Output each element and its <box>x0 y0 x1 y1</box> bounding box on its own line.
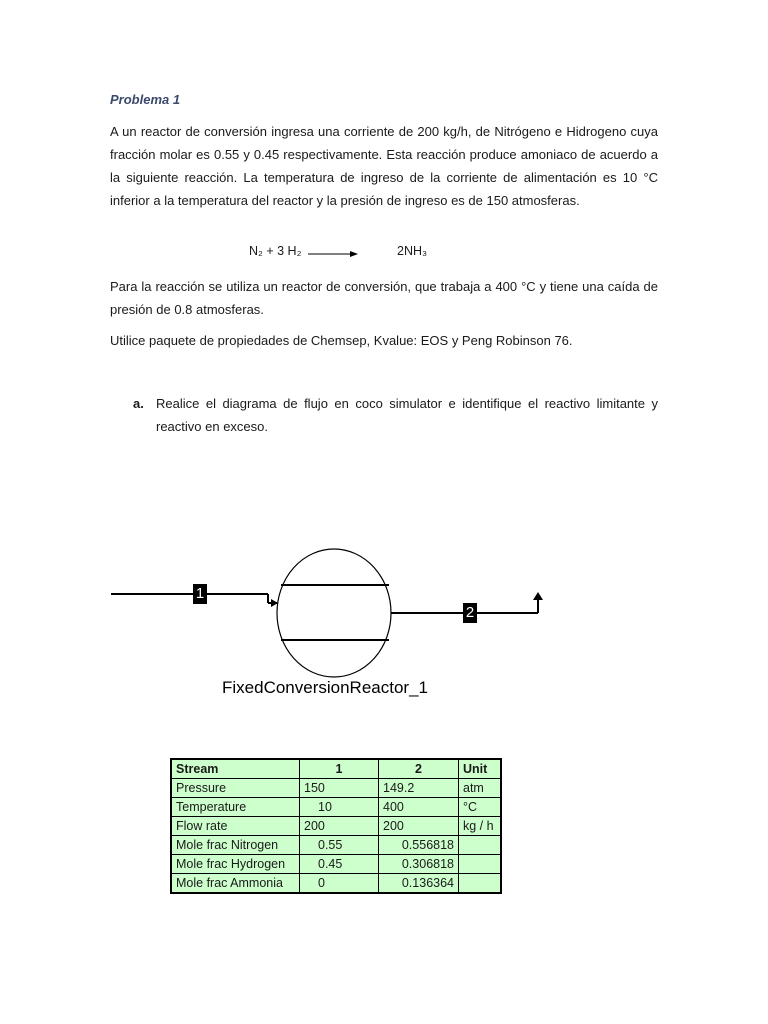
table-cell: 0 <box>300 874 379 894</box>
stream-2-label[interactable]: 2 <box>463 603 477 623</box>
stream-table <box>170 758 502 894</box>
table-row <box>171 798 501 817</box>
table-header-cell: Unit <box>459 759 502 779</box>
problem-title: Problema 1 <box>110 92 181 107</box>
table-cell: Mole frac Hydrogen <box>171 855 300 874</box>
table-cell: 0.136364 <box>379 874 459 894</box>
equation-products: 2NH₃ <box>397 244 428 258</box>
table-row <box>171 836 501 855</box>
table-row <box>171 874 501 894</box>
item-a-marker: a. <box>133 396 144 411</box>
table-cell: 200 <box>300 817 379 836</box>
table-cell: 0.306818 <box>379 855 459 874</box>
table-cell: °C <box>459 798 502 817</box>
table-cell: Mole frac Ammonia <box>171 874 300 894</box>
table-header-row <box>171 759 501 779</box>
table-cell <box>459 874 502 894</box>
reaction-arrow-icon <box>308 250 358 258</box>
reactor-unit[interactable] <box>277 549 391 677</box>
table-header-cell: 1 <box>300 759 379 779</box>
table-header-cell: 2 <box>379 759 459 779</box>
table-row <box>171 779 501 798</box>
table-header-cell: Stream <box>171 759 300 779</box>
table-cell: Mole frac Nitrogen <box>171 836 300 855</box>
table-cell: 0.55 <box>300 836 379 855</box>
table-cell: kg / h <box>459 817 502 836</box>
table-cell: 200 <box>379 817 459 836</box>
table-row <box>171 855 501 874</box>
table-cell: atm <box>459 779 502 798</box>
outlet-arrow-icon <box>533 592 543 600</box>
stream-1-label[interactable]: 1 <box>193 584 207 604</box>
table-cell: Flow rate <box>171 817 300 836</box>
table-row <box>171 817 501 836</box>
table-cell: 150 <box>300 779 379 798</box>
table-cell: 149.2 <box>379 779 459 798</box>
table-cell: Temperature <box>171 798 300 817</box>
problem-statement-paragraph: A un reactor de conversión ingresa una corriente de 200 kg/h, de Nitrógeno e Hidrogeno cuya fracción molar es 0.55 y 0.45 respectivamente. Esta reacción produce amoniaco de acuerdo a la siguiente reacción. La temperatura de ingreso de la corriente de alimentación es 10 °C inferior a la temperatura del reactor y la presión de ingreso es de 150 atmosferas. <box>110 124 658 208</box>
table-cell: 10 <box>300 798 379 817</box>
equation-reactants: N₂ + 3 H₂ <box>249 244 302 258</box>
table-cell: 0.556818 <box>379 836 459 855</box>
reactor-label: FixedConversionReactor_1 <box>222 678 428 697</box>
table-cell <box>459 855 502 874</box>
reactor-conditions-paragraph: Para la reacción se utiliza un reactor de conversión, que trabaja a 400 °C y tiene una caída de presión de 0.8 atmosferas. <box>110 279 658 317</box>
table-cell: 0.45 <box>300 855 379 874</box>
item-a-text: Realice el diagrama de flujo en coco simulator e identifique el reactivo limitante y reactivo en exceso. <box>156 396 658 434</box>
property-package-paragraph: Utilice paquete de propiedades de Chemsep, Kvalue: EOS y Peng Robinson 76. <box>110 333 573 348</box>
table-cell <box>459 836 502 855</box>
flowsheet-diagram <box>0 540 768 690</box>
table-cell: Pressure <box>171 779 300 798</box>
table-cell: 400 <box>379 798 459 817</box>
